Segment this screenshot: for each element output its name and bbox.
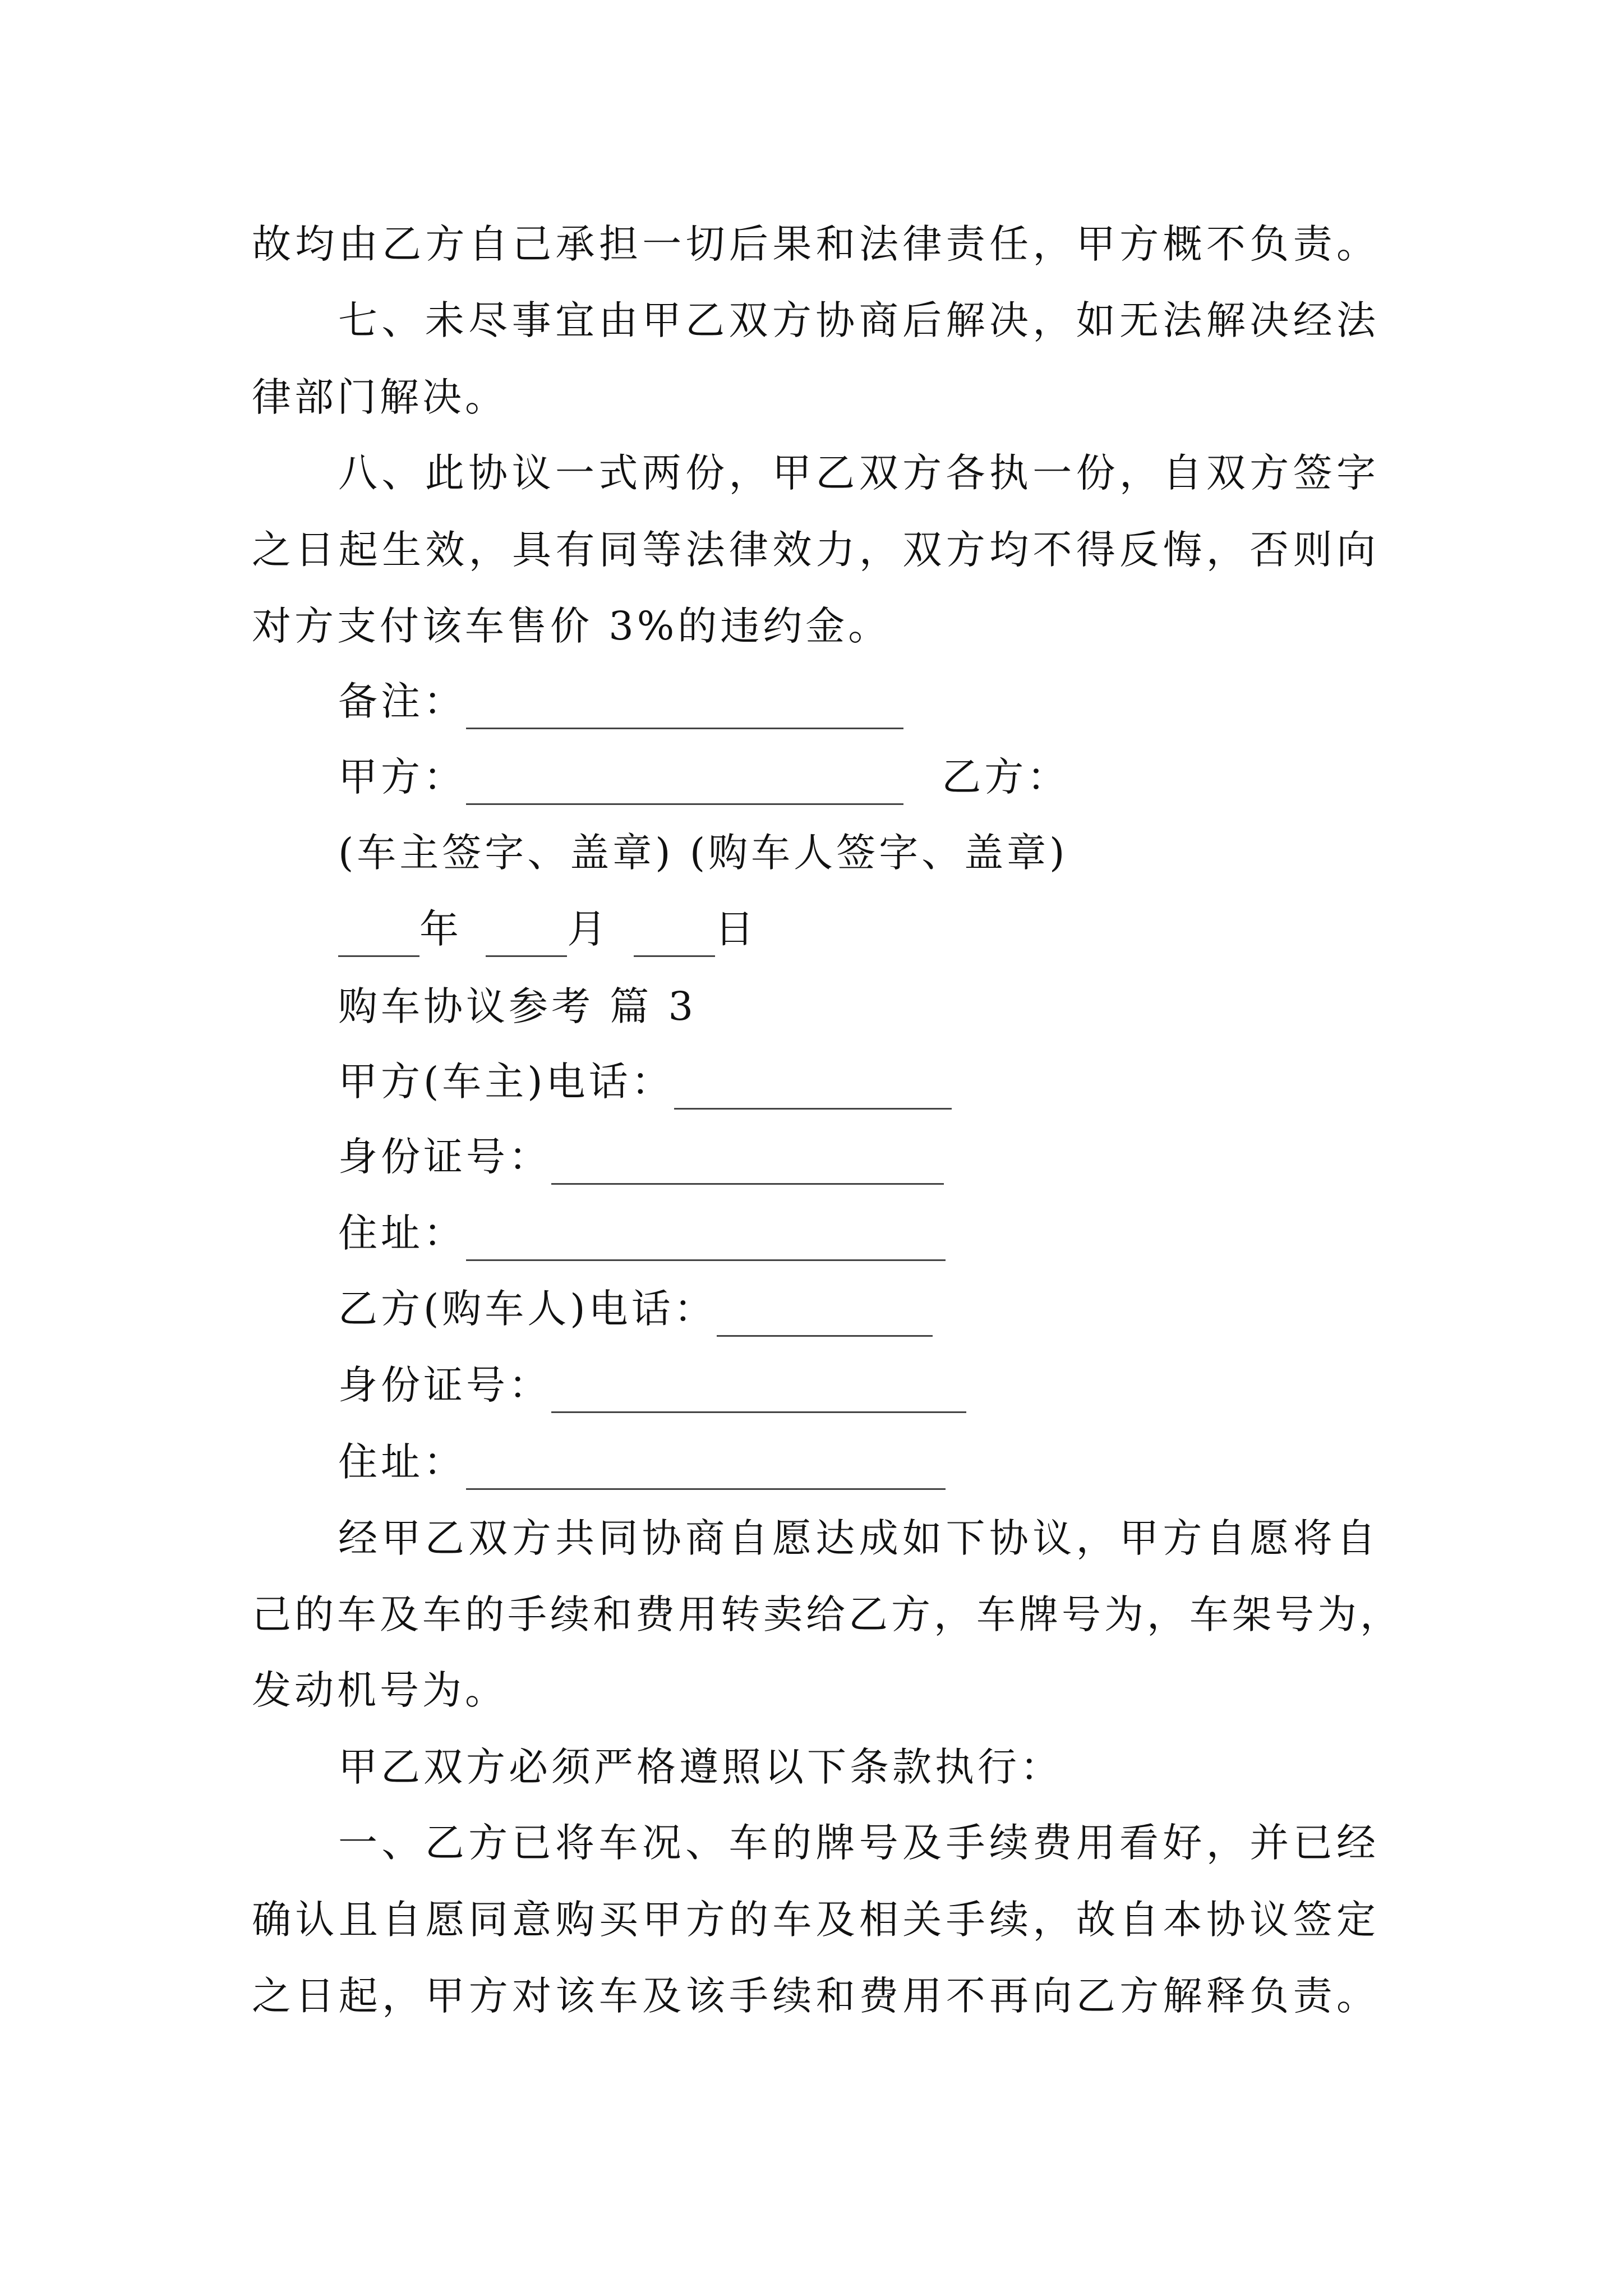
party-a-address-line <box>338 1205 946 1261</box>
clause-seven-line-2: 律部门解决。 <box>252 374 508 420</box>
remark-blank[interactable] <box>466 686 903 729</box>
year-label: 年 <box>419 906 462 952</box>
party-b-phone-label: 乙方(购车人)电话： <box>338 1286 717 1332</box>
sign-note: (车主签字、盖章) (购车人签字、盖章) <box>338 830 1068 876</box>
party-b-id-blank[interactable] <box>551 1370 966 1413</box>
day-blank[interactable] <box>634 914 715 957</box>
remark-label: 备注： <box>338 678 466 724</box>
agreement-intro-line-2: 己的车及车的手续和费用转卖给乙方，车牌号为，车架号为， <box>252 1591 1403 1637</box>
party-a-phone-label: 甲方(车主)电话： <box>338 1059 674 1105</box>
month-blank[interactable] <box>486 914 567 957</box>
date-line <box>338 901 758 957</box>
clause-eight-line-3: 对方支付该车售价 3%的违约金。 <box>252 603 891 649</box>
clause-seven-line-1: 七、未尽事宜由甲乙双方协商后解决，如无法解决经法 <box>338 297 1379 343</box>
party-b-label: 乙方： <box>942 754 1070 800</box>
agreement-intro-line-3: 发动机号为。 <box>252 1667 508 1713</box>
party-a-label: 甲方： <box>338 754 466 800</box>
party-b-id-line <box>338 1357 966 1413</box>
party-a-id-line <box>338 1129 944 1185</box>
remark-line <box>338 673 903 729</box>
party-a-phone-line <box>338 1053 952 1110</box>
clause-one-line-3: 之日起，甲方对该车及该手续和费用不再向乙方解释负责。 <box>252 1973 1379 2019</box>
party-sign-line <box>338 749 1069 805</box>
clause-eight-line-1: 八、此协议一式两份，甲乙双方各执一份，自双方签字 <box>338 450 1379 496</box>
party-a-id-blank[interactable] <box>551 1142 944 1185</box>
party-a-phone-blank[interactable] <box>674 1066 952 1110</box>
clause-eight-line-2: 之日起生效，具有同等法律效力，双方均不得反悔，否则向 <box>252 527 1379 573</box>
section-title: 购车协议参考 篇 3 <box>338 983 697 1029</box>
agreement-intro-line-1: 经甲乙双方共同协商自愿达成如下协议，甲方自愿将自 <box>338 1515 1379 1561</box>
clause-one-line-2: 确认且自愿同意购买甲方的车及相关手续，故自本协议签定 <box>252 1897 1379 1943</box>
year-blank[interactable] <box>338 914 419 957</box>
paragraph-line: 故均由乙方自己承担一切后果和法律责任，甲方概不负责。 <box>252 221 1379 267</box>
party-b-address-blank[interactable] <box>466 1447 946 1490</box>
day-label: 日 <box>714 906 758 952</box>
party-b-address-line <box>338 1434 946 1490</box>
party-b-address-label: 住址： <box>338 1439 466 1485</box>
terms-heading: 甲乙双方必须严格遵照以下条款执行： <box>338 1744 1063 1790</box>
party-b-phone-blank[interactable] <box>717 1294 933 1337</box>
party-a-id-label: 身份证号： <box>338 1134 551 1180</box>
party-a-blank[interactable] <box>466 762 903 805</box>
clause-one-line-1: 一、乙方已将车况、车的牌号及手续费用看好，并已经 <box>338 1820 1379 1866</box>
month-label: 月 <box>567 906 610 952</box>
party-b-id-label: 身份证号： <box>338 1362 551 1408</box>
party-b-phone-line <box>338 1281 933 1337</box>
party-a-address-blank[interactable] <box>466 1218 946 1261</box>
party-a-address-label: 住址： <box>338 1210 466 1256</box>
